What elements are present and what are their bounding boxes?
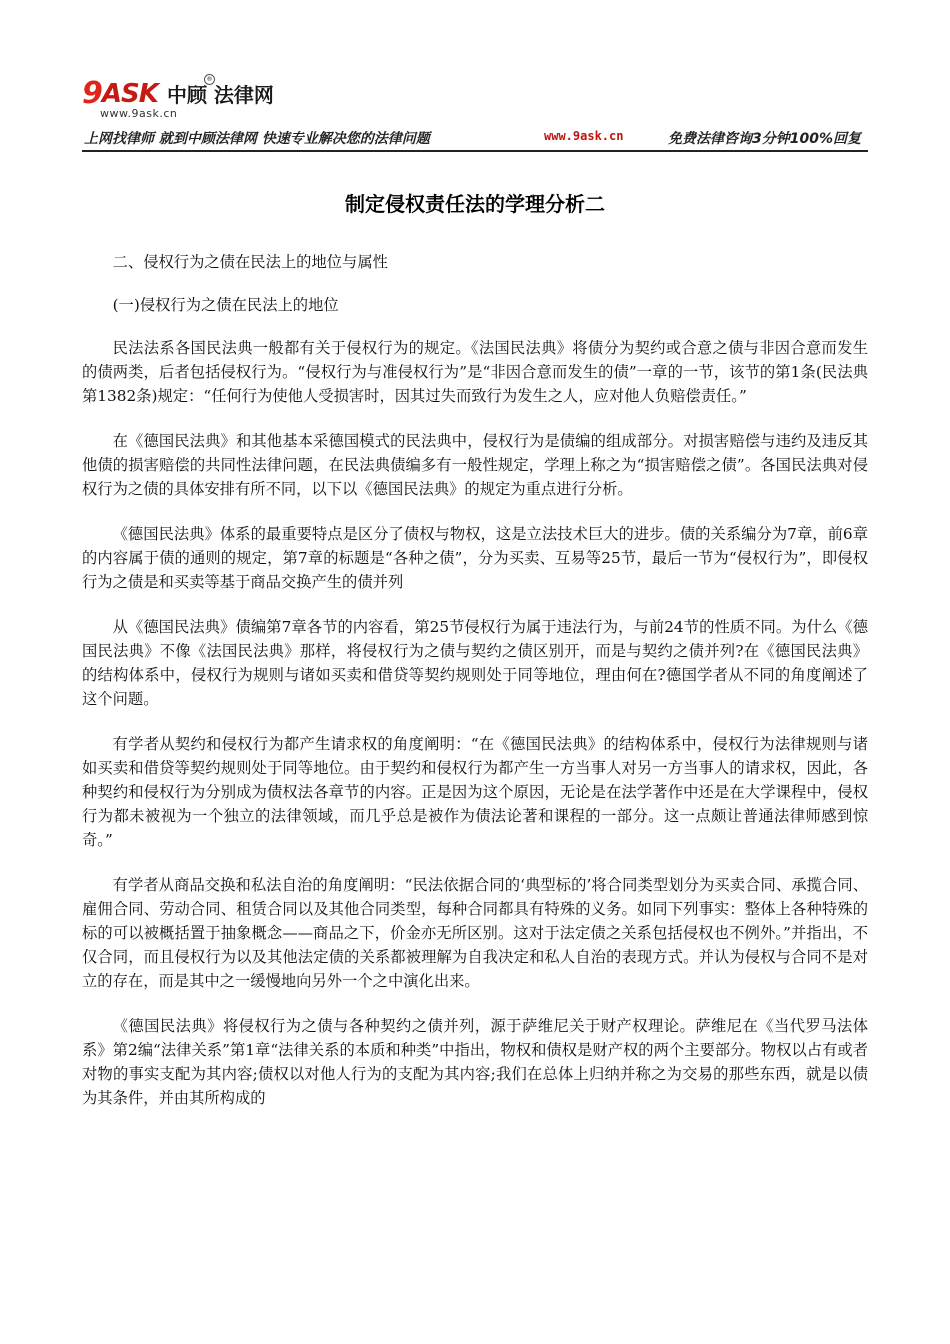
paragraph: 从《德国民法典》债编第7章各节的内容看，第25节侵权行为属于违法行为，与前24节的性质不同。为什么《德国民法典》不像《法国民法典》那样，将侵权行为之债与契约之债区别开，而是与契约之债并列?在《德国民法典》的结构体系中，侵权行为规则与诸如买卖和借贷等契约规则处于同等地位，理由何在?德国学者从不同的角度阐述了这个问题。 xyxy=(82,618,868,708)
paragraph: 《德国民法典》将侵权行为之债与各种契约之债并列，源于萨维尼关于财产权理论。萨维尼在《当代罗马法体系》第2编“法律关系”第1章“法律关系的本质和种类”中指出，物权和债权是财产权的两个主要部分。物权以占有或者对物的事实支配为其内容;债权以对他人行为的支配为其内容;我们在总体上归纳并称之为交易的那些东西，就是以债为其条件，并由其所构成的 xyxy=(82,1017,868,1107)
logo-chinese-name: 中顾 法律网 xyxy=(166,83,274,107)
header-slogan: 上网找律师 就到中顾法律网 快速专业解决您的法律问题 xyxy=(84,131,430,147)
document-body xyxy=(82,250,868,1131)
header-site-link[interactable]: www.9ask.cn xyxy=(544,129,624,143)
paragraph: 有学者从契约和侵权行为都产生请求权的角度阐明：“在《德国民法典》的结构体系中，侵权行为法律规则与诸如买卖和借贷等契约规则处于同等地位。由于契约和侵权行为都产生一方当事人对另一方当事人的请求权，因此，各种契约和侵权行为分别成为债权法各章节的内容。正是因为这个原因，无论是在法学著作中还是在大学课程中，侵权行为都未被视为一个独立的法律领域，而几乎总是被作为债法论著和课程的一部分。这一点颇让普通法律师感到惊奇。” xyxy=(82,735,868,849)
header-consult-text: 免费法律咨询3分钟100%回复 xyxy=(668,131,861,147)
paragraph: 在《德国民法典》和其他基本采德国模式的民法典中，侵权行为是债编的组成部分。对损害赔偿与违约及违反其他债的损害赔偿的共同性法律问题，在民法典债编多有一般性规定，学理上称之为“损害赔偿之债”。各国民法典对侵权行为之债的具体安排有所不同，以下以《德国民法典》的规定为重点进行分析。 xyxy=(82,432,868,498)
logo-mark-ask: ASK xyxy=(101,78,158,109)
logo-mark-9: 9 xyxy=(82,76,102,111)
logo-url: www.9ask.cn xyxy=(100,107,178,120)
paragraph: 《德国民法典》体系的最重要特点是区分了债权与物权，这是立法技术巨大的进步。债的关系编分为7章，前6章的内容属于债的通则的规定，第7章的标题是“各种之债”，分为买卖、互易等25节，最后一节为“侵权行为”，即侵权行为之债是和买卖等基于商品交换产生的债并列 xyxy=(82,525,868,591)
subsection-heading: (一)侵权行为之债在民法上的地位 xyxy=(112,296,339,314)
paragraph: 民法法系各国民法典一般都有关于侵权行为的规定。《法国民法典》将债分为契约或合意之债与非因合意而发生的债两类，后者包括侵权行为。“侵权行为与准侵权行为”是“非因合意而发生的债”一章的一节，该节的第1条(民法典第1382条)规定：“任何行为使他人受损害时，因其过失而致行为发生之人，应对他人负赔偿责任。” xyxy=(82,339,868,405)
paragraph: 有学者从商品交换和私法自治的角度阐明：“民法依据合同的‘典型标的’将合同类型划分为买卖合同、承揽合同、雇佣合同、劳动合同、租赁合同以及其他合同类型，每种合同都具有特殊的义务。如同下列事实：整体上各种特殊的标的可以被概括置于抽象概念——商品之下，价金亦无所区别。这对于法定债之关系包括侵权也不例外。”并指出，不仅合同，而且侵权行为以及其他法定债的关系都被理解为自我决定和私人自治的表现方式。并认为侵权与合同不是对立的存在，而是其中之一缓慢地向另外一个之中演化出来。 xyxy=(82,876,868,990)
document-title: 制定侵权责任法的学理分析二 xyxy=(345,192,605,216)
header-divider xyxy=(82,150,868,152)
registered-mark-icon: ® xyxy=(204,74,215,85)
section-heading: 二、侵权行为之债在民法上的地位与属性 xyxy=(112,253,388,271)
site-header xyxy=(82,76,868,154)
